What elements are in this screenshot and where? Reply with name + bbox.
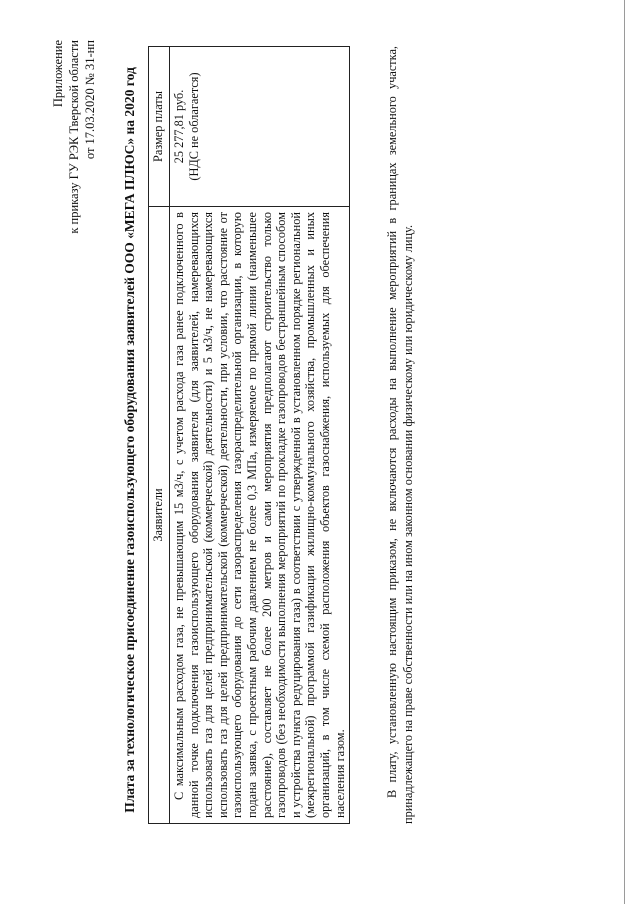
- appendix-order-date: от 17.03.2020 № 31-нп: [83, 40, 97, 160]
- fee-table: [148, 46, 350, 824]
- header-fee-amount: Размер платы: [149, 47, 170, 207]
- applicants-description: С максимальным расходом газа, не превышающим 15 м3/ч, с учетом расхода газа ранее подключенного в данной точке подключения газоиспользующего оборудования заявителя (для заявителей, намеревающихся использовать газ для целей предпринимательской (коммерческой) деятельности) и 5 м3/ч, не намеревающихся использовать газ для целей предпринимательской (коммерческой) деятельности, при условии, что расстояние от газоиспользующего оборудования до сети газораспределения газораспределительной организации, в которую подана заявка, с проектным рабочим давлением не более 0,3 МПа, измеряемое по прямой линии (наименьшее расстояние), составляет не более 200 метров и сами мероприятия предполагают строительство только газопроводов (без необходимости выполнения мероприятий по прокладке газопроводов бестраншейным способом и устройства пункта редуцирования газа) в соответствии с утвержденной в установленном порядке региональной (межрегиональной) программой газификации жилищно-коммунального хозяйства, промышленных и иных организаций, в том числе схемой расположения объектов газоснабжения, используемых для обеспечения населения газом.: [170, 207, 350, 824]
- fee-amount-cell: [170, 47, 350, 207]
- appendix-order-ref: к приказу ГУ РЭК Тверской области: [67, 40, 81, 234]
- rotated-document-page: [50, 30, 630, 850]
- appendix-header: [50, 40, 98, 234]
- fee-vat-note: (НДС не облагается): [186, 72, 201, 181]
- appendix-label: Приложение: [51, 40, 65, 108]
- fee-amount: 25 277,81 руб.: [172, 89, 186, 164]
- document-title: Плата за технологическое присоединение газоиспользующего оборудования заявителей ООО «МЕГА ПЛЮС» на 2020 год: [122, 67, 137, 813]
- table-row: [170, 47, 350, 824]
- footnote-paragraph: В плату, установленную настоящим приказом, не включаются расходы на выполнение мероприятий в границах земельного участка, принадлежащего на праве собственности или на ином законном основании физическому или юридическому лицу.: [385, 46, 415, 824]
- fee-table-header-row: [149, 47, 170, 824]
- header-applicants: Заявители: [149, 207, 170, 824]
